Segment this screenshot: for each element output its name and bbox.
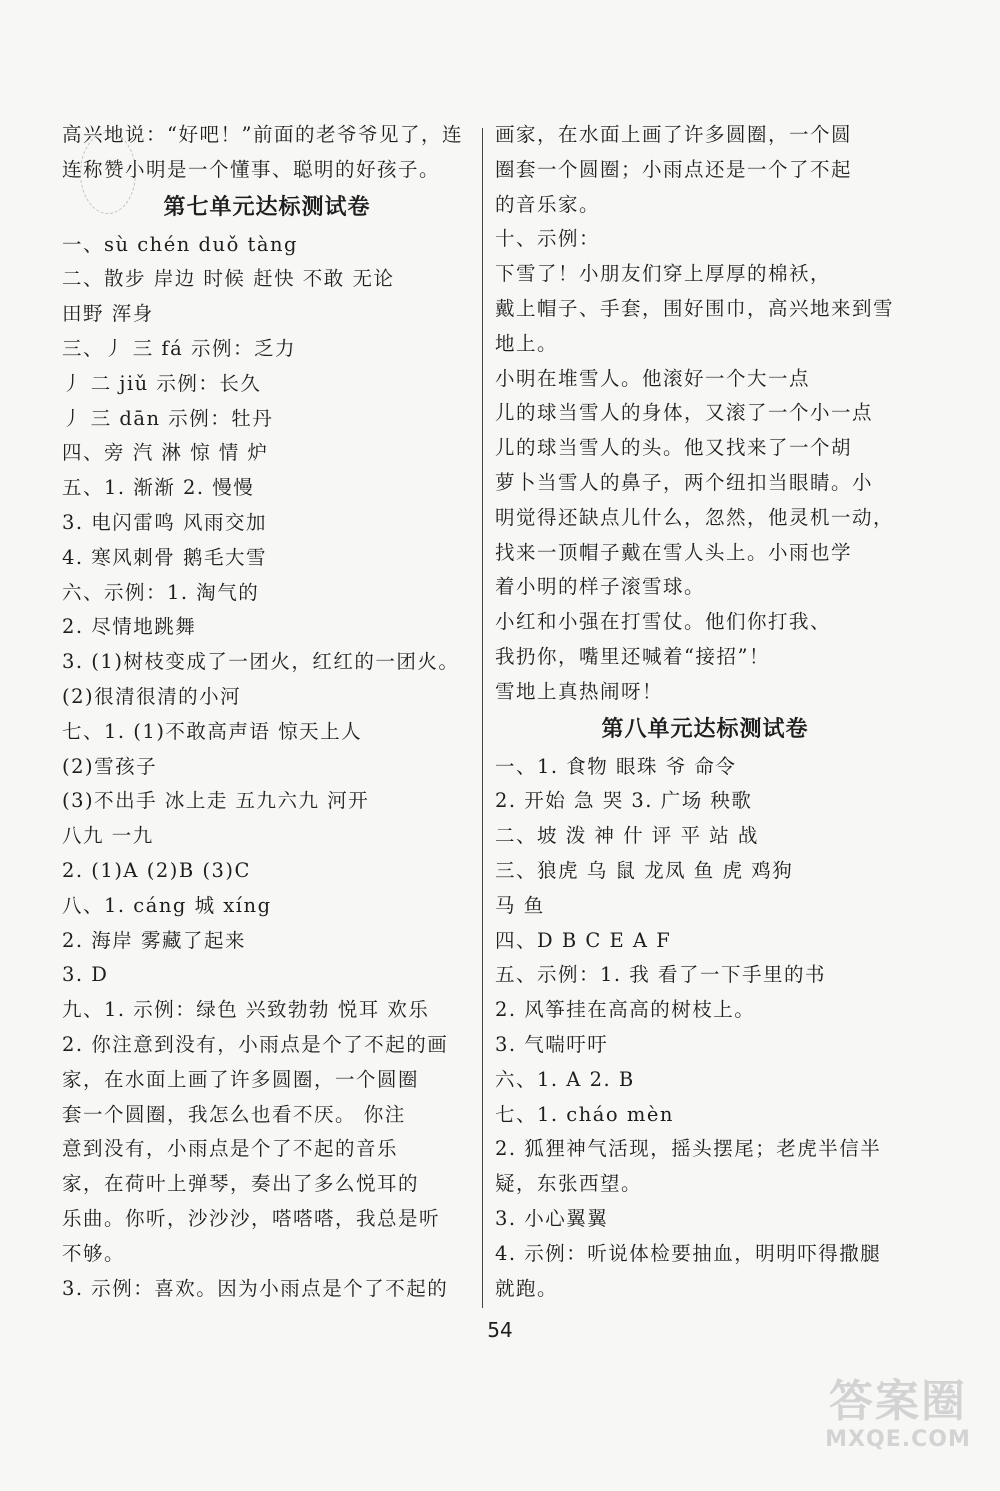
answer-line: 九、1. 示例：绿色 兴致勃勃 悦耳 欢乐 <box>62 998 430 1022</box>
answer-line: 3. 气喘吁吁 <box>495 1032 609 1056</box>
text-line: 我扔你，嘴里还喊着“接招”！ <box>495 644 770 668</box>
answer-line: 四、D B C E A F <box>495 928 672 952</box>
answer-line: 七、1. cháo mèn <box>495 1102 674 1126</box>
text-line: 小红和小强在打雪仗。他们你打我、 <box>495 610 832 634</box>
answer-line: 一、1. 食物 眼珠 爷 命令 <box>495 754 737 778</box>
page-number: 54 <box>487 1318 513 1342</box>
answer-line: 二、坡 泼 神 什 评 平 站 战 <box>495 824 759 848</box>
answer-line: 乐曲。你听，沙沙沙，嗒嗒嗒，我总是听 <box>62 1206 441 1230</box>
answer-line: 2. 开始 急 哭 3. 广场 秧歌 <box>495 789 753 813</box>
answer-line: 四、旁 汽 淋 惊 情 炉 <box>62 441 269 465</box>
unit8-heading: 第八单元达标测试卷 <box>601 716 809 742</box>
answer-line: 一、sù chén duǒ tàng <box>62 232 299 256</box>
answer-line: 二、散步 岸边 时候 赶快 不敢 无论 <box>62 267 395 291</box>
answer-line: 就跑。 <box>495 1276 559 1300</box>
text-line: 的音乐家。 <box>495 192 601 216</box>
answer-line: 八九 一九 <box>62 824 154 848</box>
answer-line: 不够。 <box>62 1241 126 1265</box>
answer-line: 八、1. cáng 城 xíng <box>62 893 272 917</box>
answer-line: 2. 狐狸神气活现，摇头摆尾；老虎半信半 <box>495 1137 882 1161</box>
text-line: 圈套一个圆圈；小雨点还是一个了不起 <box>495 157 853 181</box>
text-line: 雪地上真热闹呀！ <box>495 679 664 703</box>
right-column <box>495 118 915 1306</box>
text-line: 找来一顶帽子戴在雪人头上。小雨也学 <box>495 540 853 564</box>
answer-line: 马 鱼 <box>495 893 545 917</box>
answer-line: 2. 你注意到没有，小雨点是个了不起的画 <box>62 1032 449 1056</box>
watermark-title: 答案圈 <box>829 1375 967 1427</box>
left-column <box>62 118 472 1306</box>
text-line: 儿的球当雪人的身体，又滚了一个小一点 <box>495 401 874 425</box>
answer-line: 丿 三 dān 示例：牡丹 <box>62 406 274 430</box>
text-line: 明觉得还缺点儿什么，忽然，他灵机一动， <box>495 505 895 529</box>
text-line: 小明在堆雪人。他滚好一个大一点 <box>495 366 811 390</box>
text-line: 画家，在水面上画了许多圆圈，一个圆 <box>495 123 853 146</box>
text-line: 连称赞小明是一个懂事、聪明的好孩子。 <box>62 157 441 181</box>
answer-line: 七、1. (1)不敢高声语 惊天上人 <box>62 719 363 743</box>
answer-line: 家，在荷叶上弹琴，奏出了多么悦耳的 <box>62 1172 420 1196</box>
answer-line: 五、1. 渐渐 2. 慢慢 <box>62 476 255 500</box>
answer-line: 4. 示例：听说体检要抽血，明明吓得撒腿 <box>495 1241 882 1265</box>
answer-line: 意到没有，小雨点是个了不起的音乐 <box>62 1137 399 1161</box>
answer-line: 3. 示例：喜欢。因为小雨点是个了不起的 <box>62 1276 449 1300</box>
unit7-heading: 第七单元达标测试卷 <box>163 194 371 220</box>
answer-line: 三、丿 三 fá 示例：乏力 <box>62 336 296 360</box>
watermark-url: MXQE.COM <box>825 1426 971 1452</box>
answer-line: 3. (1)树枝变成了一团火，红红的一团火。 <box>62 650 460 674</box>
text-line: 戴上帽子、手套，围好围巾，高兴地来到雪 <box>495 296 895 320</box>
answer-line: 2. 海岸 雾藏了起来 <box>62 928 247 952</box>
text-line: 十、示例： <box>495 227 601 251</box>
answer-line: 3. 小心翼翼 <box>495 1206 609 1230</box>
answer-line: 六、示例：1. 淘气的 <box>62 580 260 604</box>
answer-line: 4. 寒风刺骨 鹅毛大雪 <box>62 545 268 569</box>
text-line: 着小明的样子滚雪球。 <box>495 575 706 599</box>
answer-line: 2. (1)A (2)B (3)C <box>62 858 251 882</box>
answer-line: 套一个圆圈，我怎么也看不厌。 你注 <box>62 1102 406 1126</box>
text-line: 高兴地说：“好吧！”前面的老爷爷见了，连 <box>62 123 463 146</box>
answer-line: 三、狼虎 乌 鼠 龙凤 鱼 虎 鸡狗 <box>495 858 794 882</box>
answer-line: (2)很清很清的小河 <box>62 684 242 708</box>
watermark-logo <box>808 1359 988 1469</box>
answer-line: 五、示例：1. 我 看了一下手里的书 <box>495 963 827 987</box>
answer-line: 疑，东张西望。 <box>495 1172 643 1196</box>
text-line: 萝卜当雪人的鼻子，两个纽扣当眼睛。小 <box>495 470 874 494</box>
answer-line: 3. 电闪雷鸣 风雨交加 <box>62 510 268 534</box>
answer-line: 2. 风筝挂在高高的树枝上。 <box>495 998 756 1022</box>
answer-line: 六、1. A 2. B <box>495 1067 635 1091</box>
answer-line: 田野 浑身 <box>62 302 154 326</box>
answer-line: 2. 尽情地跳舞 <box>62 615 197 639</box>
answer-line: (2)雪孩子 <box>62 754 158 778</box>
answer-line: (3)不出手 冰上走 五九六九 河开 <box>62 789 370 813</box>
text-line: 下雪了！小朋友们穿上厚厚的棉袄， <box>495 262 832 286</box>
text-line: 地上。 <box>495 331 559 355</box>
answer-line: 3. D <box>62 963 109 987</box>
column-divider <box>482 128 483 1308</box>
answer-line: 丿 二 jiǔ 示例：长久 <box>62 371 262 395</box>
text-line: 儿的球当雪人的头。他又找来了一个胡 <box>495 436 853 460</box>
answer-line: 家，在水面上画了许多圆圈，一个圆圈 <box>62 1067 420 1091</box>
